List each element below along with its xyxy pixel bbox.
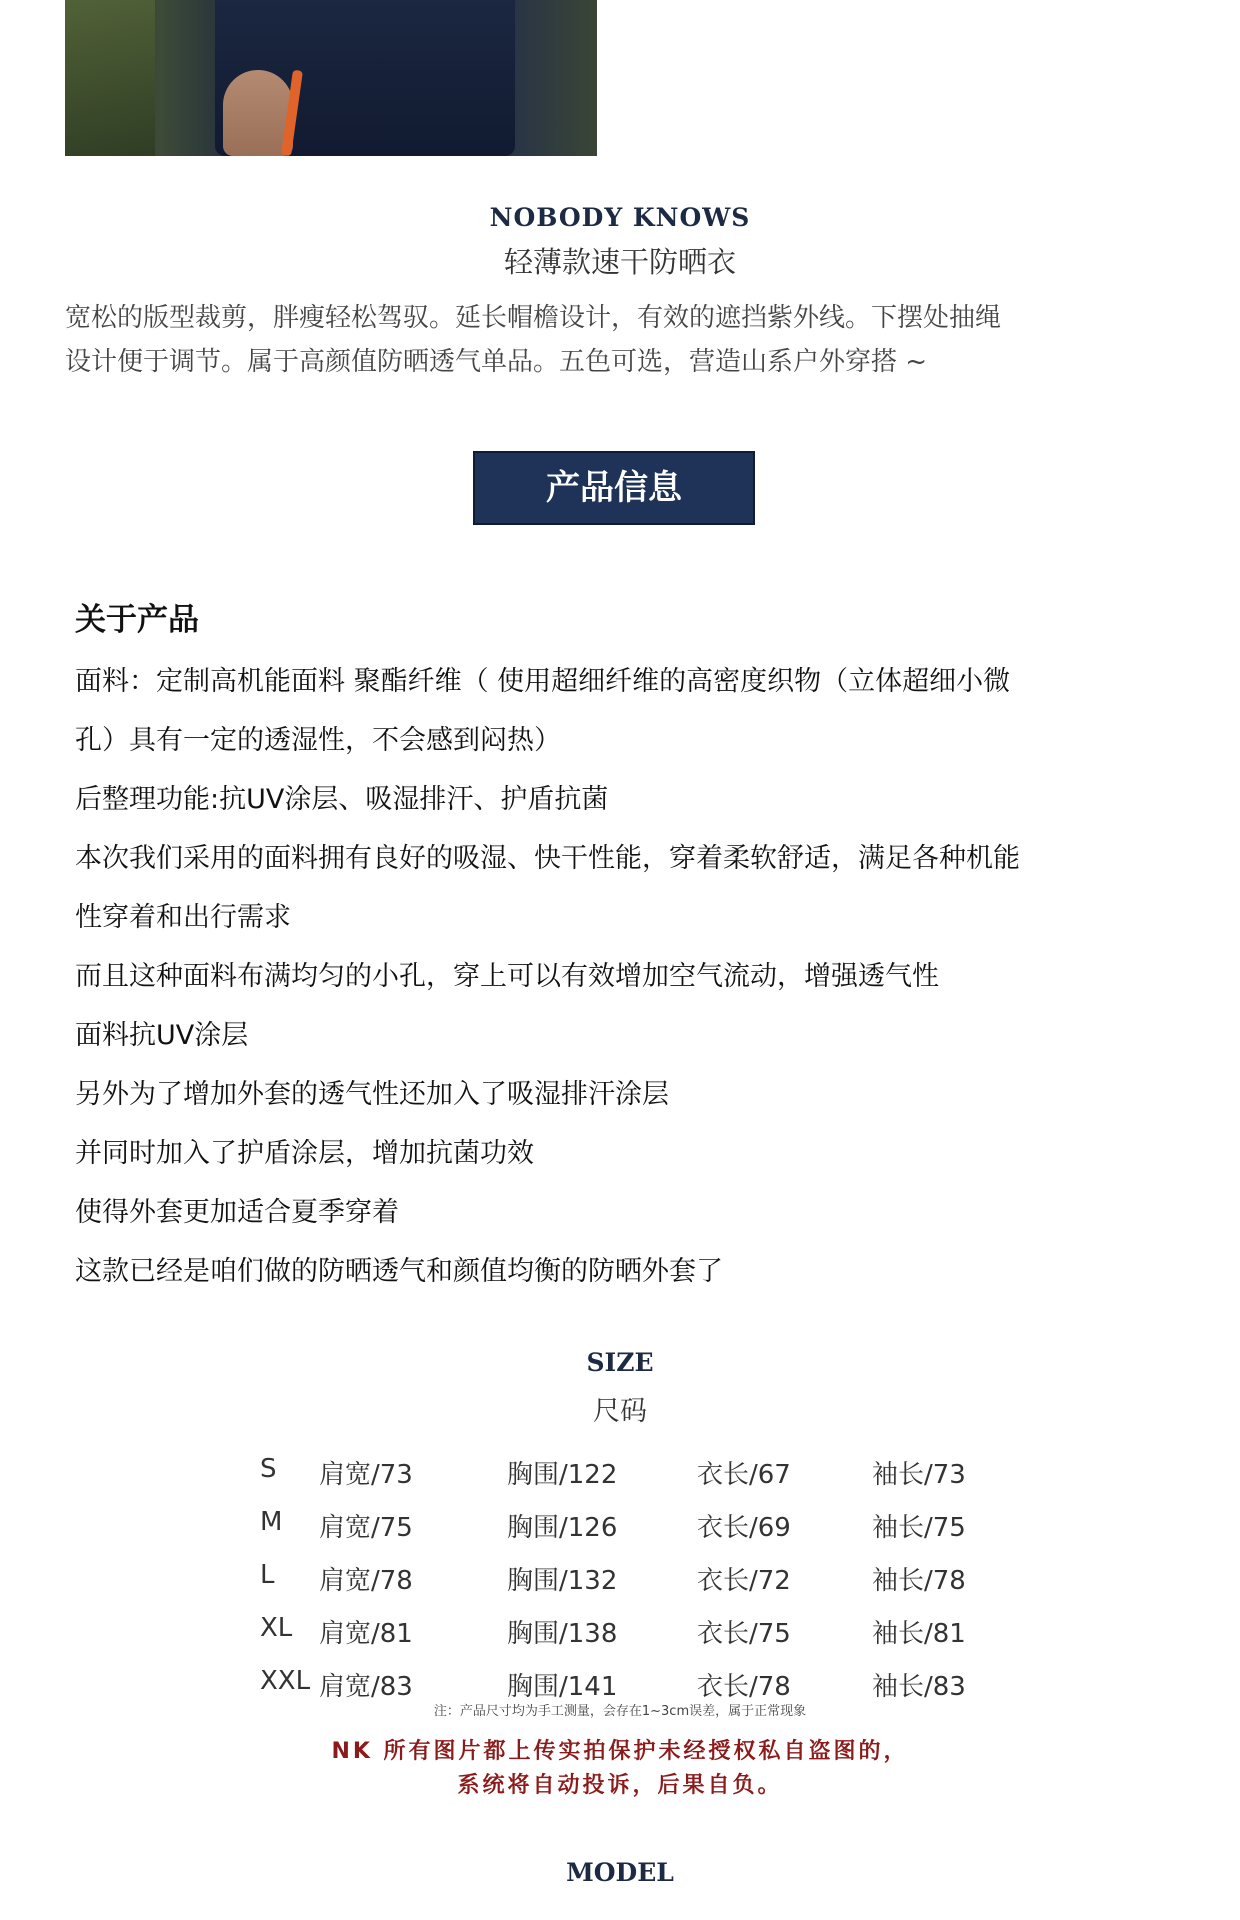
about-lines (75, 652, 1175, 1301)
product-title: 轻薄款速干防晒衣 (503, 245, 736, 279)
about-line: 面料：定制高机能面料 聚酯纤维（ 使用超细纤维的高密度织物（立体超细小微 (75, 666, 1011, 697)
size-label: XL (260, 1613, 293, 1643)
shoulder-width: 肩宽/75 (319, 1513, 413, 1543)
about-line: 后整理功能:抗UV涂层、吸湿排汗、护盾抗菌 (75, 784, 609, 815)
about-line: 这款已经是咱们做的防晒透气和颜值均衡的防晒外套了 (75, 1256, 723, 1287)
chest: 胸围/132 (507, 1566, 618, 1596)
length: 衣长/72 (697, 1566, 791, 1596)
size-label: M (260, 1507, 283, 1537)
length: 衣长/78 (697, 1672, 791, 1702)
about-line: 性穿着和出行需求 (75, 902, 291, 933)
length: 衣长/69 (697, 1513, 791, 1543)
size-note: 注：产品尺寸均为手工测量，会存在1~3cm误差，属于正常现象 (433, 1704, 807, 1719)
size-row (260, 1560, 1020, 1613)
shoulder-width: 肩宽/78 (319, 1566, 413, 1596)
about-heading: 关于产品 (75, 602, 199, 638)
size-heading: SIZE (586, 1348, 654, 1377)
intro-line: 宽松的版型裁剪，胖瘦轻松驾驭。延长帽檐设计，有效的遮挡紫外线。下摆处抽绳 (65, 303, 1002, 333)
about-line: 而且这种面料布满均匀的小孔，穿上可以有效增加空气流动，增强透气性 (75, 961, 939, 992)
about-line: 面料抗UV涂层 (75, 1020, 249, 1051)
model-heading: MODEL (566, 1858, 674, 1887)
about-line: 使得外套更加适合夏季穿着 (75, 1197, 399, 1228)
brand-name: NOBODY KNOWS (489, 203, 751, 232)
intro-text (65, 296, 1185, 384)
about-line: 另外为了增加外套的透气性还加入了吸湿排汗涂层 (75, 1079, 669, 1110)
foliage (65, 0, 155, 156)
size-label: S (260, 1454, 277, 1484)
shoulder-width: 肩宽/81 (319, 1619, 413, 1649)
sleeve: 袖长/75 (872, 1513, 966, 1543)
sleeve: 袖长/83 (872, 1672, 966, 1702)
size-label: XXL (260, 1666, 311, 1696)
size-row (260, 1507, 1020, 1560)
product-photo (65, 0, 597, 156)
section-badge: 产品信息 (473, 451, 755, 525)
size-subheading: 尺码 (593, 1396, 647, 1427)
intro-line: 设计便于调节。属于高颜值防晒透气单品。五色可选，营造山系户外穿搭 ~ (65, 347, 928, 377)
chest: 胸围/138 (507, 1619, 618, 1649)
copyright-notice (0, 1735, 1240, 1803)
sleeve: 袖长/78 (872, 1566, 966, 1596)
size-row (260, 1613, 1020, 1666)
copyright-line: NK 所有图片都上传实拍保护未经授权私自盗图的， (331, 1739, 909, 1764)
shoulder-width: 肩宽/73 (319, 1460, 413, 1490)
size-table (260, 1454, 1020, 1719)
about-line: 本次我们采用的面料拥有良好的吸湿、快干性能，穿着柔软舒适，满足各种机能 (75, 843, 1020, 874)
size-label: L (260, 1560, 275, 1590)
chest: 胸围/122 (507, 1460, 618, 1490)
about-line: 并同时加入了护盾涂层，增加抗菌功效 (75, 1138, 534, 1169)
shoulder-width: 肩宽/83 (319, 1672, 413, 1702)
sleeve: 袖长/73 (872, 1460, 966, 1490)
copyright-line: 系统将自动投诉，后果自负。 (457, 1773, 783, 1798)
length: 衣长/67 (697, 1460, 791, 1490)
size-row (260, 1454, 1020, 1507)
chest: 胸围/141 (507, 1672, 618, 1702)
sleeve: 袖长/81 (872, 1619, 966, 1649)
chest: 胸围/126 (507, 1513, 618, 1543)
about-line: 孔）具有一定的透湿性，不会感到闷热） (75, 725, 561, 756)
length: 衣长/75 (697, 1619, 791, 1649)
